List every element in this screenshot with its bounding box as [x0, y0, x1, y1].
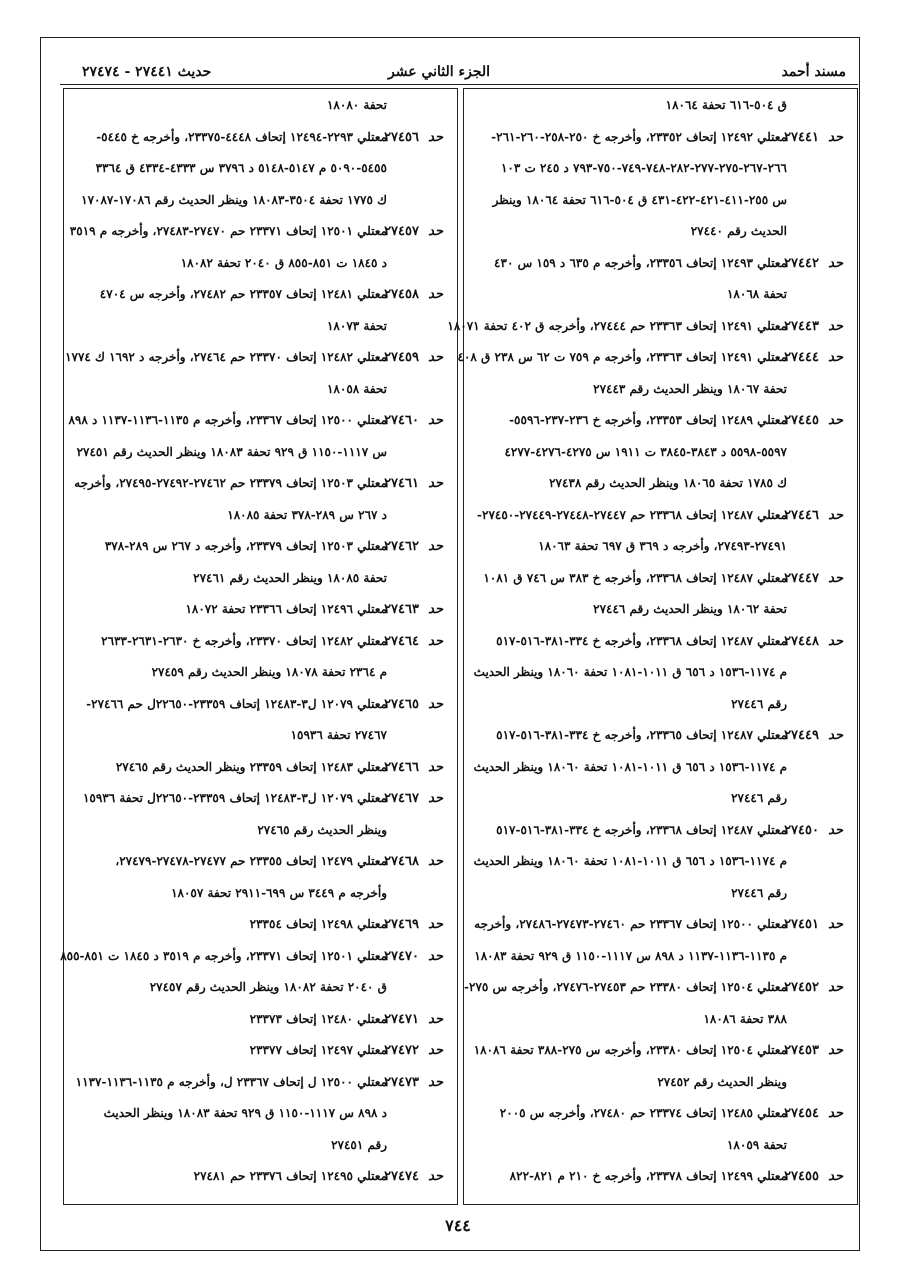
hadith-reference-text: وينظر الحديث رقم ٢٧٤٦٥ [257, 822, 387, 837]
hadith-number: ٢٧٤٧١ [384, 1011, 419, 1027]
hadith-reference-text: تحفة ١٨٠٦٢ وينظر الحديث رقم ٢٧٤٤٦ [593, 602, 787, 616]
hadith-number: ٢٧٤٦٣ [384, 602, 419, 617]
hadith-reference-text: معتلي ١٢٤٨٧ إتحاف ٢٣٣٦٨، وأخرجه خ ٣٨٣ س ٧٤٦ ق ١٠٨١ [483, 570, 787, 585]
hadith-label: حد [828, 633, 843, 649]
hadith-reference-text: معتلي ١٢٤٩١ إتحاف ٢٣٣٦٣ حم ٢٧٤٤٤، وأخرجه ق ٤٠٢ تحفة ١٨٠٧١ [447, 318, 787, 333]
hadith-reference-text: تحفة ١٨٠٥٨ [326, 381, 387, 396]
hadith-line [464, 568, 857, 598]
hadith-label: حد [828, 917, 843, 932]
hadith-reference-text: معتلي ١٢٤٨٢ إتحاف ٢٣٣٧٠، وأخرجه خ ٢٦٣٠-٢٦٣١-٢٦٣٣ [101, 633, 387, 648]
hadith-reference-text: د ١٨٤٥ ت ٨٥١-٨٥٥ ق ٢٠٤٠ تحفة ١٨٠٨٢ [180, 255, 387, 270]
hadith-line [64, 568, 457, 598]
hadith-reference-text: معتلي ٢٢٩٣-١٢٤٩٤ إتحاف ٤٤٤٨-٢٣٣٧٥، وأخرجه خ ٥٤٤٥- [96, 129, 387, 144]
header-rule [60, 84, 858, 85]
hadith-number: ٢٧٤٤٣ [784, 318, 819, 334]
hadith-number: ٢٧٤٦٧ [384, 791, 419, 806]
hadith-line [64, 505, 457, 535]
hadith-reference-text: معتلي ١٢٤٨٠ إتحاف ٢٣٣٧٣ [249, 1011, 387, 1026]
hadith-line [464, 883, 857, 913]
hadith-line [64, 788, 457, 818]
hadith-label: حد [828, 129, 843, 145]
hadith-reference-text: تحفة ١٨٠٧٣ [326, 318, 387, 333]
hadith-reference-text: رقم ٢٧٤٤٦ [731, 696, 787, 711]
hadith-line [60, 946, 457, 976]
hadith-label: حد [428, 287, 443, 302]
hadith-label: حد [428, 539, 443, 554]
hadith-reference-text: معتلي ١٢٥٠٤ إتحاف ٢٣٣٨٠ حم ٢٧٤٥٣-٢٧٤٧٦، وأخرجه س ٢٧٥- [464, 980, 787, 994]
hadith-label: حد [428, 224, 443, 239]
hadith-reference-text: د ٢٦٧ س ٢٨٩-٣٧٨ تحفة ١٨٠٨٥ [227, 507, 387, 522]
hadith-reference-text: س ٢٥٥-٤١١-٤٢١-٤٢٢-٤٣١ ق ٥٠٤-٦١٦ تحفة ١٨٠٦٤ وينظر [492, 192, 787, 207]
hadith-reference-text: رقم ٢٧٤٤٦ [731, 885, 787, 900]
hadith-label: حد [428, 948, 443, 964]
hadith-label: حد [428, 633, 443, 649]
hadith-label: حد [428, 350, 443, 365]
hadith-label: حد [428, 759, 443, 775]
hadith-label: حد [428, 791, 443, 806]
hadith-line [64, 820, 457, 850]
hadith-label: حد [828, 822, 843, 838]
hadith-label: حد [828, 728, 843, 743]
hadith-reference-text: معتلي ١٢٤٩٦ إتحاف ٢٣٣٦٦ تحفة ١٨٠٧٢ [185, 602, 387, 616]
hadith-number: ٢٧٤٤٦ [784, 507, 819, 523]
hadith-line [64, 442, 457, 472]
hadith-label: حد [828, 350, 843, 365]
hadith-reference-text: معتلي ١٢٤٨٣ إتحاف ٢٣٣٥٩ وينظر الحديث رقم ٢٧٤٦٥ [115, 759, 387, 774]
hadith-reference-text: معتلي ١٢٤٧٩ إتحاف ٢٣٣٥٥ حم ٢٧٤٧٧-٢٧٤٧٨-٢٧٤٧٩، [115, 854, 387, 868]
hadith-number: ٢٧٤٥٧ [384, 224, 419, 239]
hadith-reference-text: تحفة ١٨٠٨٥ وينظر الحديث رقم ٢٧٤٦١ [193, 570, 387, 585]
hadith-line [64, 1009, 457, 1039]
hadith-label: حد [428, 1169, 443, 1184]
hadith-reference-text: معتلي ١٢٤٩٣ إتحاف ٢٣٣٥٦، وأخرجه م ٦٣٥ د ١٥٩ س ٤٣٠ [494, 255, 787, 270]
hadith-number: ٢٧٤٥٩ [384, 350, 419, 365]
hadith-number: ٢٧٤٥١ [784, 917, 819, 932]
hadith-reference-text: ق ٢٠٤٠ تحفة ١٨٠٨٢ وينظر الحديث رقم ٢٧٤٥٧ [149, 980, 387, 994]
hadith-line [464, 505, 857, 535]
hadith-number: ٢٧٤٤٢ [784, 255, 819, 271]
hadith-reference-text: معتلي ١٢٤٩١ إتحاف ٢٣٣٦٣، وأخرجه م ٧٥٩ ت ٦٢ س ٢٣٨ ق ٤٠٨ [457, 350, 787, 364]
hadith-line [64, 631, 457, 661]
hadith-line [64, 1135, 457, 1165]
hadith-line [464, 95, 857, 125]
hadith-line [464, 977, 857, 1007]
hadith-line [64, 851, 457, 881]
hadith-line [464, 127, 857, 157]
hadith-line [64, 316, 457, 346]
hadith-reference-text: معتلي ١٢٥٠٠ إتحاف ٢٣٣٦٧ حم ٢٧٤٦٠-٢٧٤٧٣-٢٧٤٨٦، وأخرجه [474, 917, 787, 931]
hadith-line [464, 914, 857, 944]
hadith-line [64, 1103, 457, 1133]
hadith-line [464, 599, 857, 629]
hadith-line [64, 473, 457, 503]
hadith-line [64, 694, 457, 724]
hadith-line [464, 1135, 857, 1165]
hadith-reference-text: وينظر الحديث رقم ٢٧٤٥٢ [657, 1074, 787, 1089]
hadith-line [464, 253, 857, 283]
hadith-number: ٢٧٤٦٦ [384, 759, 419, 775]
hadith-line [464, 536, 857, 566]
hadith-reference-text: الحديث رقم ٢٧٤٤٠ [690, 224, 787, 238]
hadith-line [464, 1009, 857, 1039]
hadith-label: حد [828, 507, 843, 523]
hadith-line [64, 599, 457, 629]
hadith-line [64, 725, 457, 755]
hadith-line [464, 662, 857, 692]
hadith-reference-text: معتلي ١٢٤٩٨ إتحاف ٢٣٣٥٤ [249, 917, 387, 931]
hadith-line [464, 1072, 857, 1102]
hadith-number: ٢٧٤٥٣ [784, 1043, 819, 1058]
page-number: ٧٤٤ [445, 1216, 471, 1235]
hadith-reference-text: ك ١٧٧٥ تحفة ٣٥٠٤-١٨٠٨٣ وينظر الحديث رقم ١٧٠٨٦-١٧٠٨٧ [81, 192, 387, 207]
hadith-label: حد [428, 696, 443, 712]
hadith-line [464, 410, 857, 440]
hadith-label: حد [828, 255, 843, 271]
hadith-line [464, 473, 857, 503]
hadith-number: ٢٧٤٧٤ [384, 1169, 419, 1184]
hadith-label: حد [428, 1074, 443, 1090]
hadith-reference-text: رقم ٢٧٤٤٦ [731, 791, 787, 805]
hadith-line [64, 221, 457, 251]
hadith-reference-text: ٢٦٦-٢٦٧-٢٧٥-٢٧٧-٢٨٢-٧٤٨-٧٤٩-٧٥٠-٧٩٣ د ٢٤٥ ت ١٠٣ [500, 161, 787, 175]
hadith-number: ٢٧٤٦٨ [384, 854, 419, 869]
hadith-label: حد [428, 602, 443, 617]
hadith-number: ٢٧٤٦٩ [384, 917, 419, 932]
hadith-line [64, 536, 457, 566]
hadith-reference-text: معتلي ١٢٥٠١ إتحاف ٢٣٣٧١ حم ٢٧٤٧٠-٢٧٤٨٣، وأخرجه م ٣٥١٩ [69, 224, 387, 238]
hadith-reference-text: ٢٧٤٩١-٢٧٤٩٣، وأخرجه د ٣٦٩ ق ٦٩٧ تحفة ١٨٠٦٣ [538, 539, 787, 553]
hadith-line [64, 284, 457, 314]
hadith-line [464, 379, 857, 409]
hadith-line [64, 190, 457, 220]
hadith-reference-text: معتلي ١٢٥٠٤ إتحاف ٢٣٣٨٠، وأخرجه س ٢٧٥-٣٨٨ تحفة ١٨٠٨٦ [473, 1043, 787, 1057]
hadith-line [464, 725, 857, 755]
hadith-line [464, 190, 857, 220]
hadith-reference-text: ك ١٧٨٥ تحفة ١٨٠٦٥ وينظر الحديث رقم ٢٧٤٣٨ [549, 476, 787, 490]
hadith-label: حد [828, 980, 843, 995]
hadith-line [464, 946, 857, 976]
hadith-reference-text: معتلي ١٢٤٨٥ إتحاف ٢٣٣٧٤ حم ٢٧٤٨٠، وأخرجه س ٢٠٠٥ [499, 1106, 787, 1120]
hadith-label: حد [428, 854, 443, 869]
hadith-reference-text: معتلي ١٢٤٩٥ إتحاف ٢٣٣٧٦ حم ٢٧٤٨١ [193, 1169, 387, 1183]
hadith-line [64, 914, 457, 944]
hadith-line [64, 1072, 457, 1102]
hadith-line [464, 442, 857, 472]
hadith-number: ٢٧٤٦٤ [384, 633, 419, 649]
hadith-label: حد [828, 1043, 843, 1058]
hadith-reference-text: معتلي ١٢٤٩٢ إتحاف ٢٣٣٥٢، وأخرجه خ ٢٥٠-٢٥٨-٢٦٠-٢٦١- [491, 129, 787, 144]
hadith-line [464, 1103, 857, 1133]
hadith-number: ٢٧٤٤٤ [784, 350, 819, 365]
hadith-label: حد [428, 917, 443, 932]
hadith-reference-text: م ١١٧٤-١٥٣٦ د ٦٥٦ ق ١٠١١-١٠٨١ تحفة ١٨٠٦٠ وينظر الحديث [473, 665, 787, 679]
header-hadith-range: حديث ٢٧٤٤١ - ٢٧٤٧٤ [82, 64, 212, 80]
hadith-label: حد [428, 1011, 443, 1027]
hadith-line [464, 820, 857, 850]
hadith-reference-text: معتلي ١٢٤٨٧ إتحاف ٢٣٣٦٨ حم ٢٧٤٤٧-٢٧٤٤٨-٢٧٤٤٩-٢٧٤٥٠- [477, 507, 787, 522]
hadith-line [464, 788, 857, 818]
hadith-reference-text: ق ٥٠٤-٦١٦ تحفة ١٨٠٦٤ [665, 98, 787, 112]
hadith-reference-text: م ١١٣٥-١١٣٦-١١٣٧ د ٨٩٨ س ١١١٧-١١٥٠ ق ٩٢٩ تحفة ١٨٠٨٣ [474, 948, 787, 963]
hadith-number: ٢٧٤٤٧ [784, 570, 819, 586]
hadith-number: ٢٧٤٦٢ [384, 539, 419, 554]
hadith-reference-text: ٣٨٨ تحفة ١٨٠٨٦ [703, 1011, 787, 1026]
hadith-number: ٢٧٤٥٤ [784, 1106, 819, 1121]
hadith-reference-text: معتلي ١٢٥٠٠ ل إتحاف ٢٣٣٦٧ ل، وأخرجه م ١١٣٥-١١٣٦-١١٣٧ [75, 1074, 387, 1089]
hadith-line [64, 1040, 457, 1070]
hadith-label: حد [428, 129, 443, 145]
hadith-reference-text: تحفة ١٨٠٦٨ [726, 287, 787, 301]
hadith-reference-text: رقم ٢٧٤٥١ [331, 1137, 387, 1152]
hadith-number: ٢٧٤٥٢ [784, 980, 819, 995]
hadith-number: ٢٧٤٥٠ [784, 822, 819, 838]
hadith-line [464, 1040, 857, 1070]
hadith-reference-text: معتلي ١٢٠٧٩ ل٣-١٢٤٨٣ إتحاف ٢٣٣٥٩-٢٢٦٥٠ل تحفة ١٥٩٣٦ [82, 791, 387, 805]
hadith-label: حد [828, 1169, 843, 1184]
hadith-reference-text: وأخرجه م ٣٤٤٩ س ٦٩٩-٢٩١١ تحفة ١٨٠٥٧ [171, 885, 387, 900]
hadith-reference-text: معتلي ١٢٤٨٧ إتحاف ٢٣٣٦٥، وأخرجه خ ٣٣٤-٣٨١-٥١٦-٥١٧ [496, 728, 787, 742]
header-book-title: مسند أحمد [781, 64, 846, 80]
hadith-reference-text: ٥٥٩٧-٥٥٩٨ د ٣٨٤٣-٣٨٤٥ ت ١٩١١ س ٤٢٧٥-٤٢٧٦-٤٢٧٧ [504, 444, 787, 459]
hadith-line [464, 284, 857, 314]
hadith-reference-text: س ١١١٧-١١٥٠ ق ٩٢٩ تحفة ١٨٠٨٣ وينظر الحديث رقم ٢٧٤٥١ [76, 444, 387, 459]
hadith-reference-text: معتلي ١٢٤٩٧ إتحاف ٢٣٣٧٧ [249, 1043, 387, 1057]
hadith-number: ٢٧٤٤٥ [784, 413, 819, 428]
hadith-line [64, 158, 457, 188]
hadith-reference-text: تحفة ١٨٠٨٠ [326, 98, 387, 112]
hadith-reference-text: معتلي ١٢٤٨٧ إتحاف ٢٣٣٦٨، وأخرجه خ ٣٣٤-٣٨١-٥١٦-٥١٧ [496, 633, 787, 648]
hadith-reference-text: د ٨٩٨ س ١١١٧-١١٥٠ ق ٩٢٩ تحفة ١٨٠٨٣ وينظر الحديث [103, 1106, 387, 1120]
hadith-reference-text: تحفة ١٨٠٦٧ وينظر الحديث رقم ٢٧٤٤٣ [593, 381, 787, 396]
hadith-reference-text: معتلي ١٢٤٨٩ إتحاف ٢٣٣٥٣، وأخرجه خ ٢٣٦-٢٣٧-٥٥٩٦- [509, 413, 787, 427]
hadith-number: ٢٧٤٧٣ [384, 1074, 419, 1090]
hadith-label: حد [428, 476, 443, 491]
hadith-number: ٢٧٤٧٢ [384, 1043, 419, 1058]
hadith-line [464, 1166, 857, 1196]
hadith-line [464, 757, 857, 787]
hadith-number: ٢٧٤٦٥ [384, 696, 419, 712]
hadith-line [64, 127, 457, 157]
hadith-reference-text: معتلي ١٢٥٠٣ إتحاف ٢٣٣٧٩ حم ٢٧٤٦٢-٢٧٤٩٢-٢٧٤٩٥، وأخرجه [74, 476, 387, 490]
hadith-reference-text: ٥٤٥٥-٥٠٩٠ م ٥١٤٧-٥١٤٨ د ٣٧٩٦ س ٤٣٣٣-٤٣٣٤ ق ٣٣٦٤ [95, 161, 387, 175]
hadith-reference-text: معتلي ١٢٤٨١ إتحاف ٢٣٣٥٧ حم ٢٧٤٨٢، وأخرجه س ٤٧٠٤ [99, 287, 387, 301]
hadith-reference-text: معتلي ١٢٤٨٢ إتحاف ٢٣٣٧٠ حم ٢٧٤٦٤، وأخرجه د ١٦٩٢ ك ١٧٧٤ [65, 350, 387, 364]
hadith-line [64, 95, 457, 125]
hadith-line [64, 883, 457, 913]
hadith-number: ٢٧٤٥٥ [784, 1169, 819, 1184]
hadith-label: حد [428, 413, 443, 428]
hadith-line [64, 1166, 457, 1196]
hadith-line [464, 694, 857, 724]
hadith-line [64, 253, 457, 283]
hadith-label: حد [828, 1106, 843, 1121]
hadith-reference-text: م ٢٣٦٤ تحفة ١٨٠٧٨ وينظر الحديث رقم ٢٧٤٥٩ [151, 665, 387, 679]
hadith-reference-text: معتلي ١٢٥٠٣ إتحاف ٢٣٣٧٩، وأخرجه د ٢٦٧ س ٢٨٩-٣٧٨ [104, 539, 387, 553]
hadith-number: ٢٧٤٦١ [384, 476, 419, 491]
hadith-label: حد [428, 1043, 443, 1058]
hadith-line [464, 851, 857, 881]
hadith-reference-text: معتلي ١٢٤٩٩ إتحاف ٢٣٣٧٨، وأخرجه خ ٢١٠ م ٨٢١-٨٢٢ [509, 1169, 787, 1183]
hadith-number: ٢٧٤٥٨ [384, 287, 419, 302]
hadith-line [64, 977, 457, 1007]
hadith-label: حد [828, 413, 843, 428]
header-volume: الجزء الثاني عشر [388, 64, 491, 80]
hadith-reference-text: م ١١٧٤-١٥٣٦ د ٦٥٦ ق ١٠١١-١٠٨١ تحفة ١٨٠٦٠ وينظر الحديث [473, 759, 787, 774]
hadith-reference-text: معتلي ١٢٤٨٧ إتحاف ٢٣٣٦٨، وأخرجه خ ٣٣٤-٣٨١-٥١٦-٥١٧ [496, 822, 787, 837]
hadith-label: حد [828, 318, 843, 334]
hadith-line [464, 158, 857, 188]
hadith-line [64, 410, 457, 440]
hadith-reference-text: معتلي ١٢٥٠١ إتحاف ٢٣٣٧١، وأخرجه م ٣٥١٩ د ١٨٤٥ ت ٨٥١-٨٥٥ [60, 948, 387, 963]
hadith-number: ٢٧٤٤٨ [784, 633, 819, 649]
hadith-number: ٢٧٤٥٦ [384, 129, 419, 145]
hadith-line [464, 221, 857, 251]
hadith-reference-text: معتلي ١٢٥٠٠ إتحاف ٢٣٣٦٧، وأخرجه م ١١٣٥-١١٣٦-١١٣٧ د ٨٩٨ [68, 413, 387, 427]
hadith-line [64, 662, 457, 692]
hadith-number: ٢٧٤٤٩ [784, 728, 819, 743]
hadith-number: ٢٧٤٤١ [784, 129, 819, 145]
hadith-number: ٢٧٤٧٠ [384, 948, 419, 964]
hadith-line [447, 316, 857, 346]
left-column [60, 88, 458, 1205]
hadith-number: ٢٧٤٦٠ [384, 413, 419, 428]
hadith-reference-text: ٢٧٤٦٧ تحفة ١٥٩٣٦ [290, 728, 387, 742]
hadith-line [64, 757, 457, 787]
right-column [447, 88, 858, 1205]
hadith-reference-text: تحفة ١٨٠٥٩ [726, 1137, 787, 1152]
hadith-label: حد [828, 570, 843, 586]
hadith-line [457, 347, 857, 377]
hadith-line [64, 347, 457, 377]
hadith-line [64, 379, 457, 409]
hadith-reference-text: معتلي ١٢٠٧٩ ل٣-١٢٤٨٣ إتحاف ٢٣٣٥٩-٢٢٦٥٠ل حم ٢٧٤٦٦- [86, 696, 387, 711]
hadith-reference-text: م ١١٧٤-١٥٣٦ د ٦٥٦ ق ١٠١١-١٠٨١ تحفة ١٨٠٦٠ وينظر الحديث [473, 854, 787, 868]
hadith-line [464, 631, 857, 661]
